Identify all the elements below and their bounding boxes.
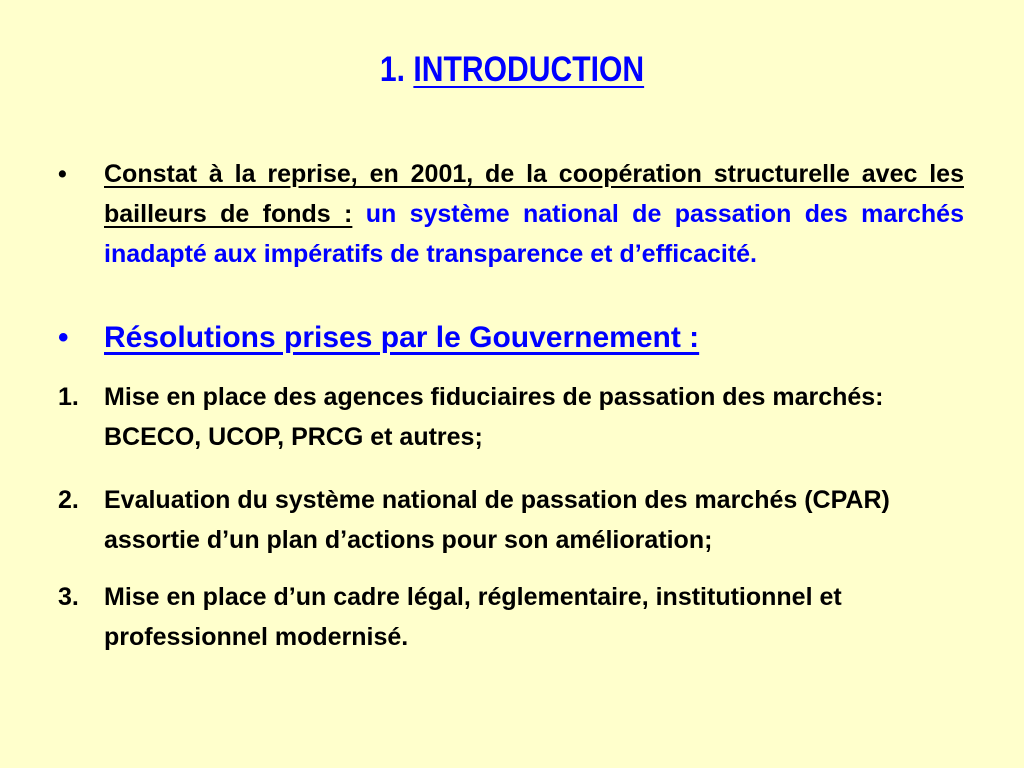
bullet-marker: • [58, 160, 67, 188]
title-number: 1. [379, 50, 405, 89]
bullet-resolutions [58, 318, 964, 358]
list-item-number: 3. [58, 583, 79, 611]
slide-title [72, 50, 953, 90]
list-item-text: Evaluation du système national de passation des marchés (CPAR) assortie d’un plan d’actions pour son amélioration; [104, 486, 890, 554]
list-item-3 [58, 577, 964, 657]
bullet-resolutions-text: Résolutions prises par le Gouvernement : [104, 321, 700, 354]
bullet-constat-lead: Constat à la reprise, en 2001, de la coopération structurelle avec les bailleurs de fonds : [104, 160, 964, 228]
list-item-1 [58, 377, 964, 457]
bullet-constat-rest: un système national de passation des marchés inadapté aux impératifs de transparence et d’efficacité. [104, 200, 964, 268]
list-item-number: 2. [58, 486, 79, 514]
bullet-constat-text [104, 154, 964, 274]
list-item-text: Mise en place d’un cadre légal, réglementaire, institutionnel et professionnel modernisé. [104, 583, 842, 651]
title-text: INTRODUCTION [413, 50, 645, 89]
list-item-2 [58, 480, 964, 560]
bullet-constat [58, 154, 964, 274]
list-item-number: 1. [58, 383, 79, 411]
bullet-marker: • [58, 321, 69, 354]
list-item-text: Mise en place des agences fiduciaires de passation des marchés: BCECO, UCOP, PRCG et autres; [104, 383, 884, 451]
